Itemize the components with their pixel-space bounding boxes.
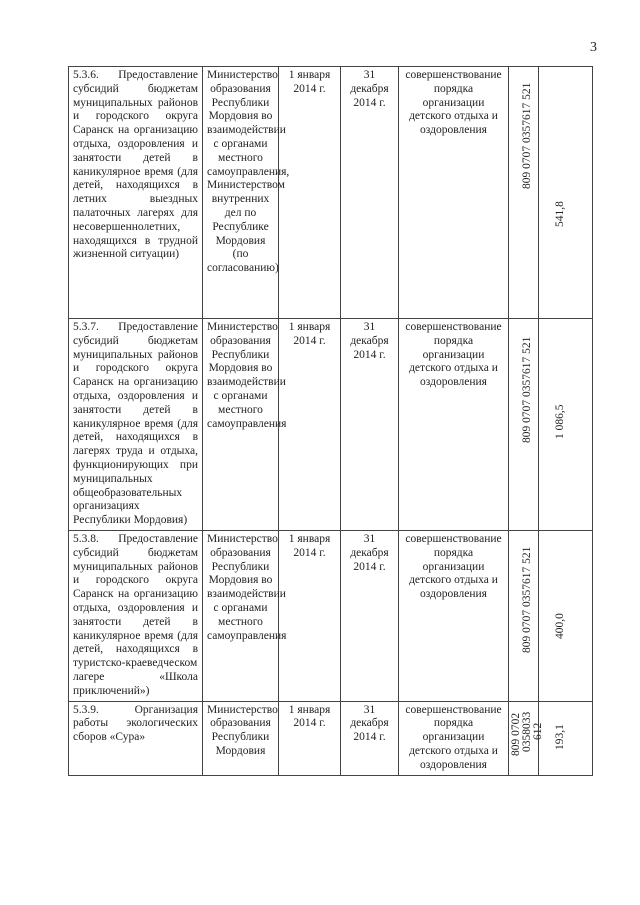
expected-result: совершенствование порядка организации детского отдыха и оздоровления [399,701,509,775]
end-date: 31 декабря 2014 г. [341,319,399,531]
start-date: 1 января 2014 г. [279,67,341,319]
table-row [69,67,593,319]
executor: Министерство образования Республики Мордовия [203,701,279,775]
budget-code: 809 0707 0357617 521 [521,336,533,443]
measure-name: 5.3.7. Предоставление субсидий бюджетам муниципальных районов и городского округа Саранск на организацию отдыха, оздоровления и занятости детей в каникулярное время (для детей, находящихся в лагерях труда и отдыха, функционирующих при муниципальных общеобразовательных организациях Республики Мордовия) [69,319,203,531]
start-date: 1 января 2014 г. [279,701,341,775]
amount-cell [539,701,593,775]
amount-cell [539,319,593,531]
measure-name: 5.3.9. Организация работы экологических сборов «Сура» [69,701,203,775]
budget-code: 809 0707 0357617 521 [521,82,533,189]
budget-code-cell [509,67,539,319]
amount-cell [539,530,593,701]
table-row [69,319,593,531]
table-row [69,701,593,775]
executor: Министерство образования Республики Мордовия во взаимодействии с органами местного самоуправления [203,319,279,531]
amount: 193,1 [554,723,566,750]
end-date: 31 декабря 2014 г. [341,530,399,701]
budget-code-cell [509,701,544,775]
budget-code: 809 0707 0357617 521 [521,546,533,653]
amount-cell [539,67,593,319]
start-date: 1 января 2014 г. [279,530,341,701]
start-date: 1 января 2014 г. [279,319,341,531]
expected-result: совершенствование порядка организации детского отдыха и оздоровления [399,530,509,701]
program-table [68,66,593,776]
end-date: 31 декабря 2014 г. [341,701,399,775]
table-row [69,530,593,701]
budget-code-line: 612 [532,722,544,740]
measure-name: 5.3.6. Предоставление субсидий бюджетам муниципальных районов и городского округа Саранск на организацию отдыха, оздоровления и занятости детей в каникулярное время (для детей, находящихся в летних выездных палаточных лагерях для несовершеннолетних, находящихся в трудной жизненной ситуации) [69,67,203,319]
end-date: 31 декабря 2014 г. [341,67,399,319]
expected-result: совершенствование порядка организации детского отдыха и оздоровления [399,319,509,531]
measure-name: 5.3.8. Предоставление субсидий бюджетам муниципальных районов и городского округа Саранск на организацию отдыха, оздоровления и занятости детей в каникулярное время (для детей, находящихся в туристско-краеведческом лагере «Школа приключений») [69,530,203,701]
page-number: 3 [590,40,597,55]
budget-code-cell [509,319,539,531]
executor: Министерство образования Республики Мордовия во взаимодействии с органами местного самоуправления, Министерством внутренних дел по Республике Мордовия (по согласованию) [203,67,279,319]
amount: 1 086,5 [554,404,566,439]
amount: 541,8 [554,201,566,227]
budget-code-cell [509,530,539,701]
budget-code-line: 0358033 [521,711,533,752]
amount: 400,0 [554,613,566,639]
executor: Министерство образования Республики Мордовия во взаимодействии с органами местного самоуправления [203,530,279,701]
budget-code-line: 809 0702 [510,712,522,756]
expected-result: совершенствование порядка организации детского отдыха и оздоровления [399,67,509,319]
